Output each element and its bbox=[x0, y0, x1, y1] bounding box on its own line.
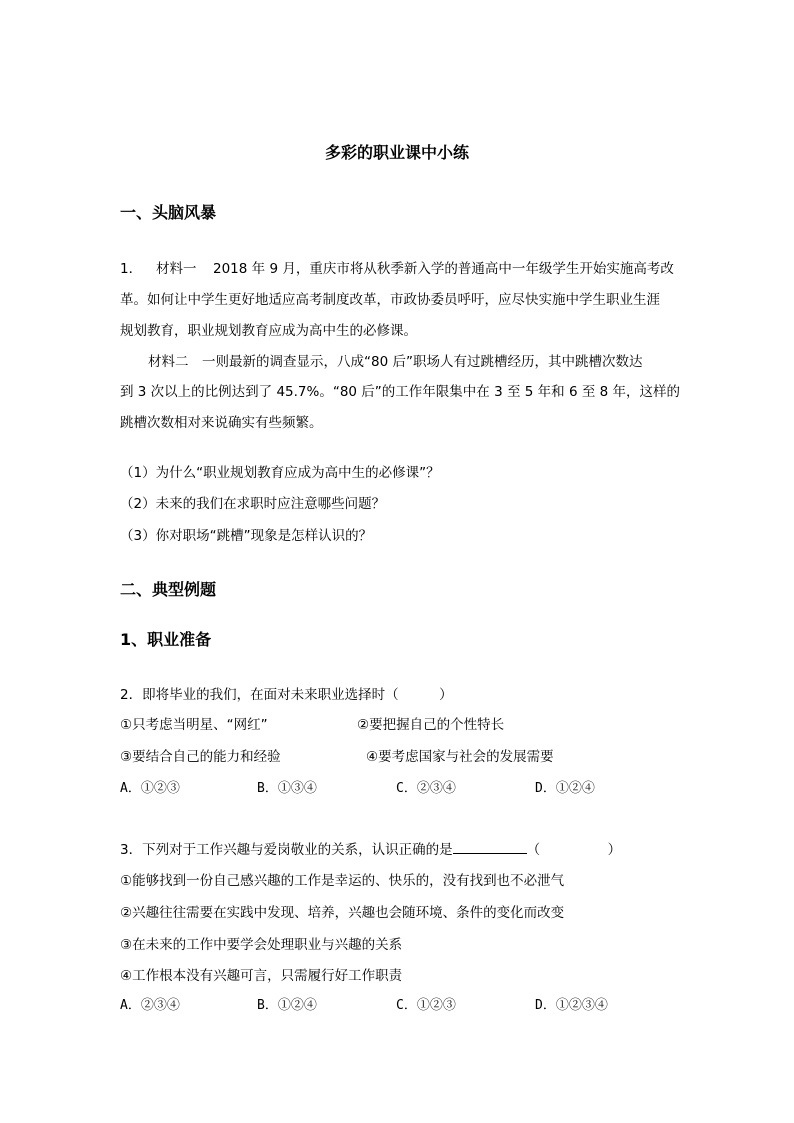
q1-material1-line2: 革。如何让中学生更好地适应高考制度改革，市政协委员呼吁，应尽快实施中学生职业生涯 bbox=[120, 292, 660, 308]
q2-item-1: ①只考虑当明星、“网红” bbox=[120, 717, 268, 733]
section2-subheading: 1、职业准备 bbox=[120, 630, 212, 649]
q1-subquestion-2: （2）未来的我们在求职时应注意哪些问题？ bbox=[120, 496, 386, 512]
q3-option-b: B．①②④ bbox=[257, 998, 317, 1013]
page-title: 多彩的职业课中小练 bbox=[324, 143, 469, 162]
q1-material1-line3: 规划教育，职业规划教育应成为高中生的必修课。 bbox=[120, 323, 417, 339]
q3-option-d: D．①②③④ bbox=[535, 998, 608, 1013]
q2-option-c: C．②③④ bbox=[396, 781, 456, 796]
q3-item-2: ②兴趣往往需要在实践中发现、培养，兴趣也会随环境、条件的变化而改变 bbox=[120, 905, 565, 921]
q1-material1-label: 材料一 bbox=[156, 261, 197, 277]
q1-subquestion-1: （1）为什么“职业规划教育应成为高中生的必修课”？ bbox=[120, 465, 440, 481]
q2-option-a: A．①②③ bbox=[120, 781, 180, 796]
q3-stem: 3．下列对于工作兴趣与爱岗敬业的关系，认识正确的是 bbox=[120, 842, 453, 858]
q3-option-a: A．②③④ bbox=[120, 998, 180, 1013]
q1-material1-line1: 2018 年 9 月，重庆市将从秋季新入学的普通高中一年级学生开始实施高考改 bbox=[213, 261, 674, 277]
q2-option-b: B．①③④ bbox=[257, 781, 317, 796]
q2-item-4: ④要考虑国家与社会的发展需要 bbox=[366, 749, 554, 765]
q2-option-d: D．①②④ bbox=[535, 781, 595, 796]
q3-item-3: ③在未来的工作中要学会处理职业与兴趣的关系 bbox=[120, 937, 403, 953]
q3-option-c: C．①②③ bbox=[396, 998, 456, 1013]
q3-answer-parentheses: （ ） bbox=[526, 842, 622, 858]
q2-stem: 2．即将毕业的我们，在面对未来职业选择时（ ） bbox=[120, 687, 453, 703]
section2-heading: 二、典型例题 bbox=[120, 580, 217, 599]
q1-number: 1． bbox=[120, 261, 143, 277]
q3-item-1: ①能够找到一份自己感兴趣的工作是幸运的、快乐的，没有找到也不必泄气 bbox=[120, 873, 565, 889]
q1-material2-line3: 跳槽次数相对来说确实有些频繁。 bbox=[120, 415, 323, 431]
answer-blank[interactable] bbox=[453, 841, 527, 854]
q3-stem-line bbox=[120, 838, 621, 858]
q1-material2-line1: 材料二 一则最新的调查显示，八成“80 后”职场人有过跳槽经历，其中跳槽次数达 bbox=[148, 354, 643, 370]
q2-item-2: ②要把握自己的个性特长 bbox=[357, 717, 505, 733]
q2-item-3: ③要结合自己的能力和经验 bbox=[120, 749, 281, 765]
q1-subquestion-3: （3）你对职场“跳槽”现象是怎样认识的？ bbox=[120, 528, 373, 544]
section1-heading: 一、头脑风暴 bbox=[120, 203, 217, 222]
q3-item-4: ④工作根本没有兴趣可言，只需履行好工作职责 bbox=[120, 968, 403, 984]
q1-material2-line2: 到 3 次以上的比例达到了 45.7%。“80 后”的工作年限集中在 3 至 5 年和 6 至 8 年，这样的 bbox=[120, 384, 680, 400]
